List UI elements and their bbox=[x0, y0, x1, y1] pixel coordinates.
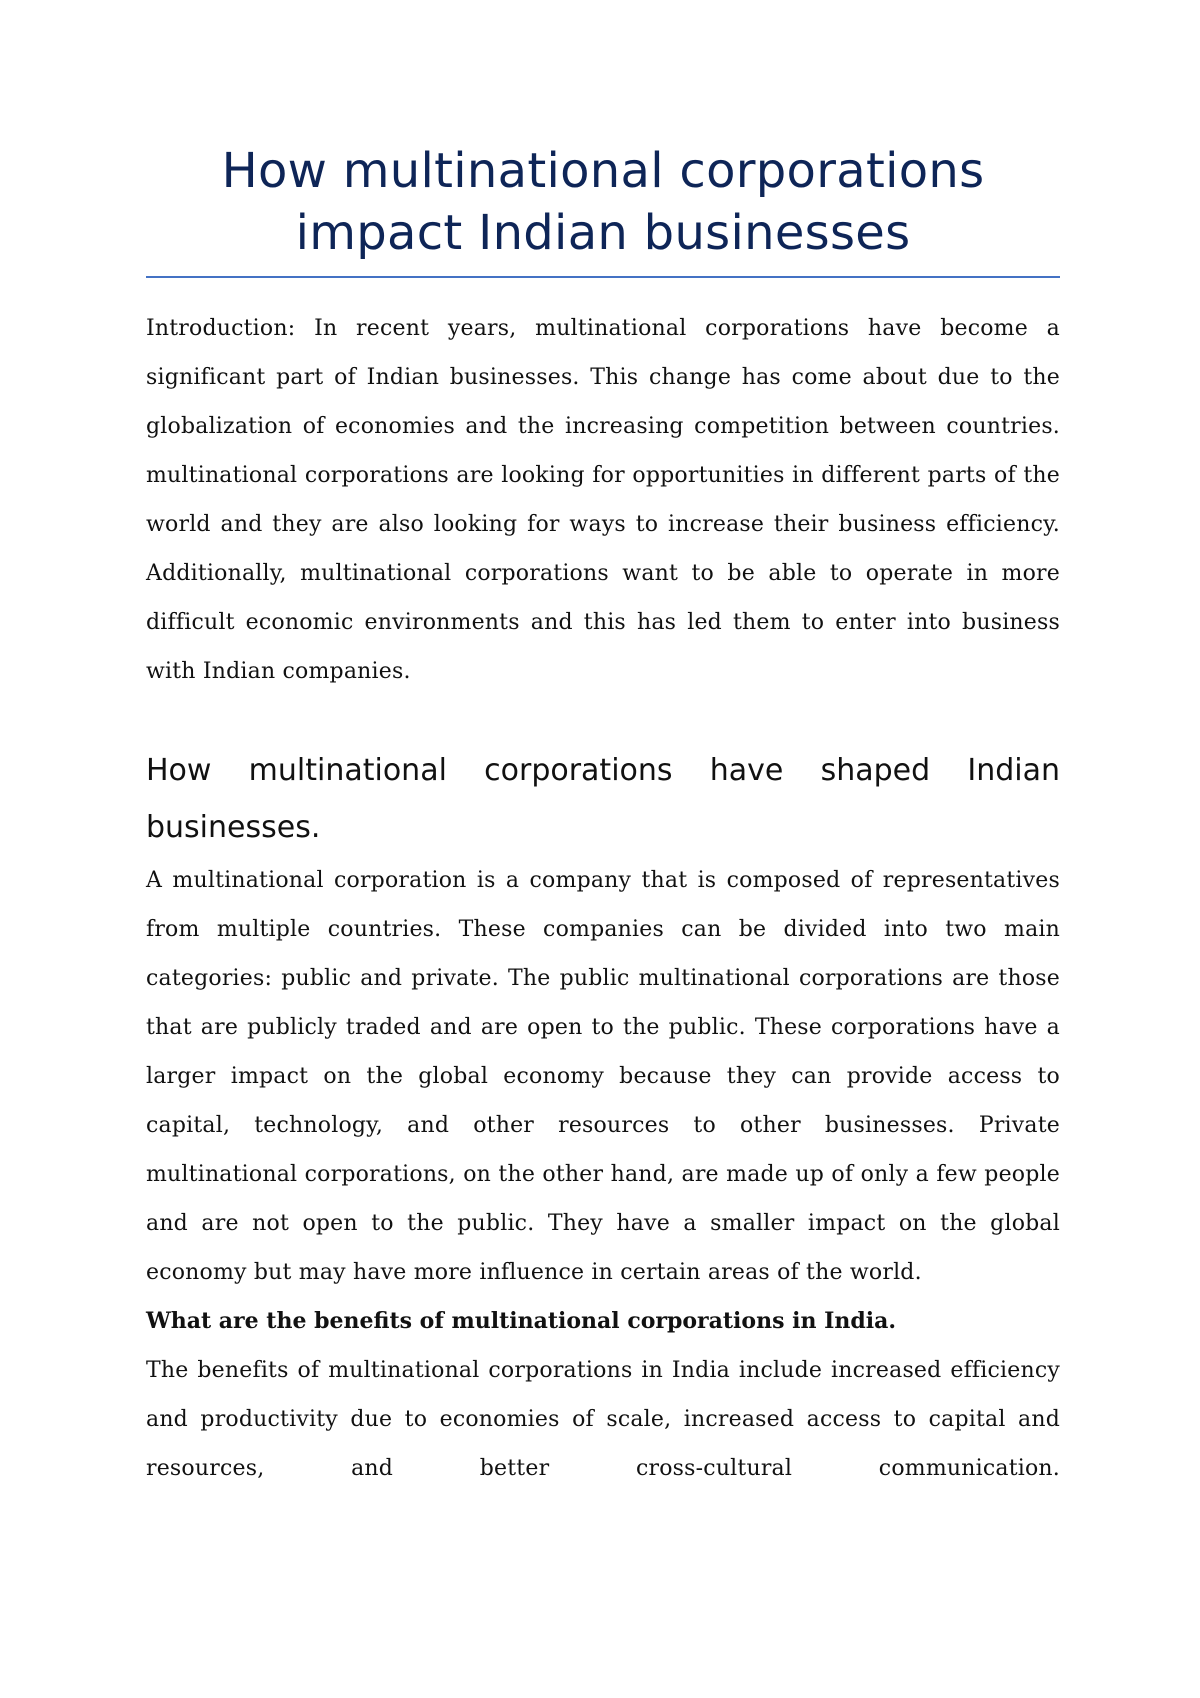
section-paragraph-shaped: A multinational corporation is a company that is composed of representatives from multiple countries. These companies can be divided into two main categories: public and private. The public multinational corporations are those that are publicly traded and are open to the public. These corporations have a larger impact on the global economy because they can provide access to capital, technology, and other resources to other businesses. Private multinational corporations, on the other hand, are made up of only a few people and are not open to the public. They have a smaller impact on the global economy but may have more influence in certain areas of the world. bbox=[146, 868, 1060, 1285]
title-underline bbox=[146, 276, 1060, 278]
document-body bbox=[146, 140, 1060, 1493]
section-heading-benefits: What are the benefits of multinational corporations in India. bbox=[146, 1308, 897, 1334]
section-paragraph-benefits: The benefits of multinational corporations in India include increased efficiency and productivity due to economies of scale, increased access to capital and resources, and better cross-cultural communication. bbox=[146, 1358, 1060, 1481]
document-title: How multinational corporations impact Indian businesses bbox=[221, 143, 985, 261]
section-heading-shaped: How multinational corporations have shaped Indian businesses. bbox=[146, 753, 1060, 845]
intro-paragraph: Introduction: In recent years, multinational corporations have become a significant part of Indian businesses. This change has come about due to the globalization of economies and the increasing competition between countries. multinational corporations are looking for opportunities in different parts of the world and they are also looking for ways to increase their business efficiency. Additionally, multinational corporations want to be able to operate in more difficult economic environments and this has led them to enter into business with Indian companies. bbox=[146, 316, 1060, 684]
